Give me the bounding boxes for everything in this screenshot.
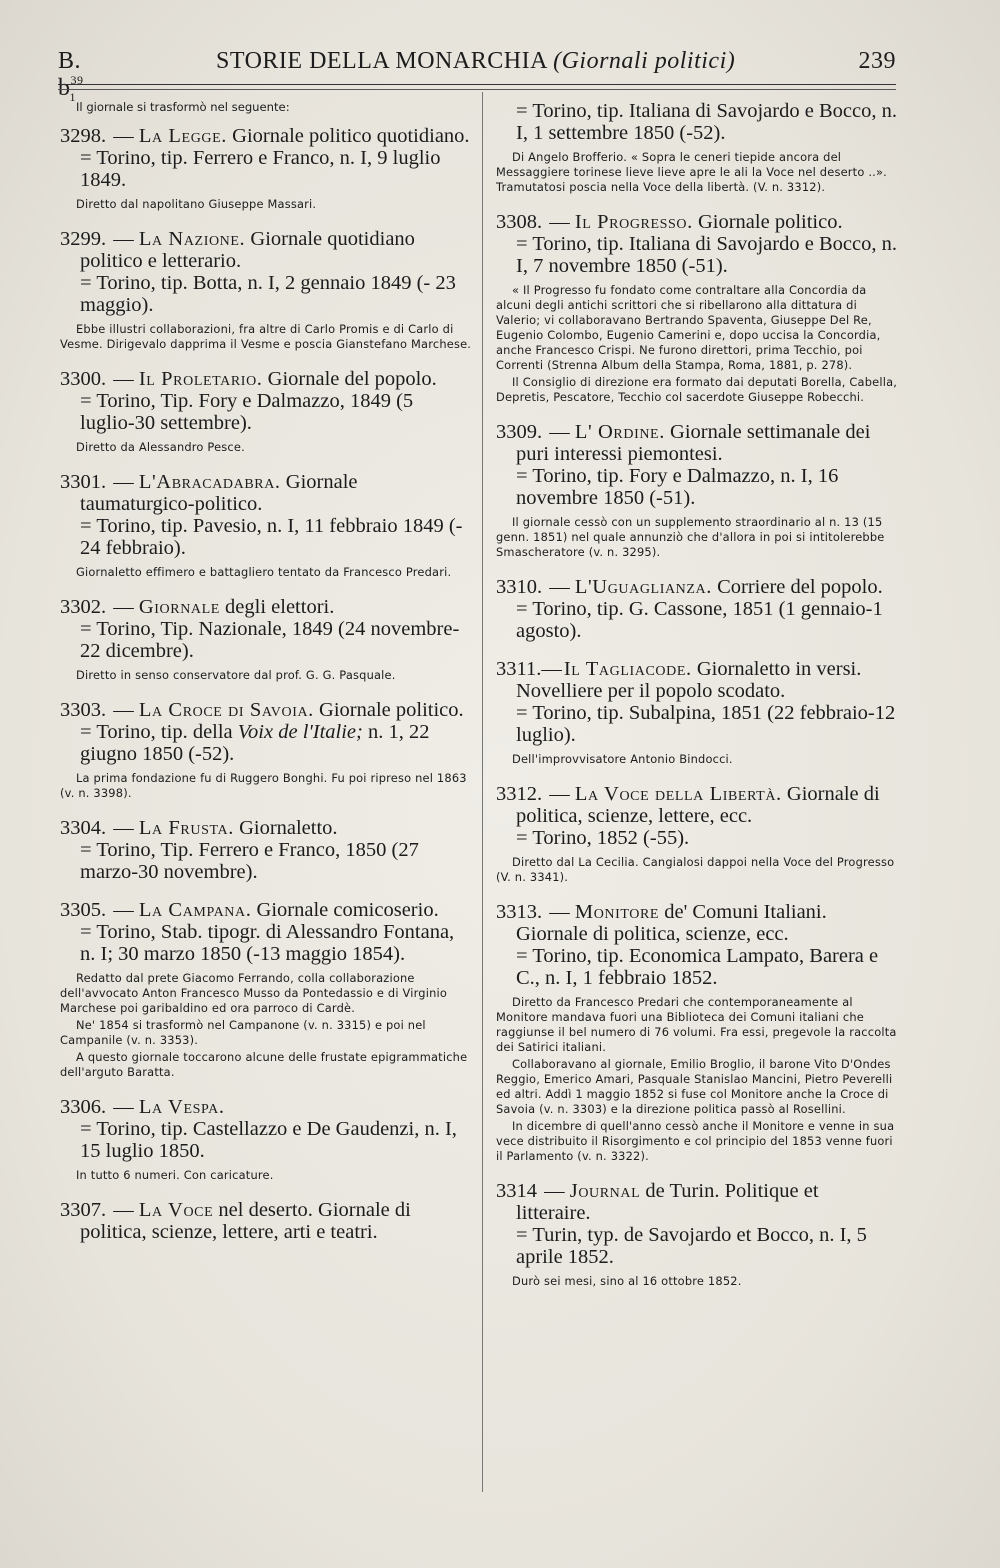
entry-title: 3298. — La Legge. Giornale politico quotidiano. = Torino, tip. Ferrero e Franco, n. I, 9 luglio 1849. [60,125,472,191]
entry-note: In dicembre di quell'anno cessò anche il Monitore e venne in sua vece distribuito il Risorgimento e col principio del 1853 venne fuori il Parlamento (v. n. 3322). [496,1119,895,1163]
entry-note: Ne' 1854 si trasformò nel Campanone (v. n. 3315) e poi nel Campanile (v. n. 3353). [60,1018,426,1047]
catalog-entry [60,596,472,683]
entry-name: La Voce della Libertà. [574,783,782,805]
catalog-entry [496,658,898,767]
entry-name: La Voce [138,1199,214,1221]
entry-note: Diretto dal La Cecilia. Cangialosi dappoi nella Voce del Progresso (V. n. 3341). [496,855,895,884]
right-column [496,100,898,1305]
entry-note: In tutto 6 numeri. Con caricature. [76,1168,274,1182]
catalog-entry [60,1199,472,1243]
entry-publication: = Torino, tip. Ferrero e Franco, n. I, 9 luglio 1849. [80,147,441,191]
entry-title: 3306. — La Vespa. = Torino, tip. Castellazzo e De Gaudenzi, n. I, 15 luglio 1850. [60,1096,472,1162]
entry-publication: = Torino, Stab. tipogr. di Alessandro Fontana, n. I; 30 marzo 1850 (-13 maggio 1854). [80,921,455,965]
catalog-entry [496,783,898,885]
entry-name: La Legge. [138,125,228,147]
entry-title: 3310. — L'Uguaglianza. Corriere del popolo. = Torino, tip. G. Cassone, 1851 (1 gennaio-1 agosto). [496,576,898,642]
entry-note: Durò sei mesi, sino al 16 ottobre 1852. [512,1274,742,1288]
entry-name: La Campana. [138,899,252,921]
entry-name: Il Tagliacode. [563,658,692,680]
entry-name: Monitore [574,901,660,923]
entry-note: Redatto dal prete Giacomo Ferrando, colla collaborazione dell'avvocato Anton Francesco Musso da Pontedassio e di Virginio Marchese poi garibaldino ed ora parroco di Cardè. [60,971,448,1015]
entry-note: La prima fondazione fu di Ruggero Bonghi. Fu poi ripreso nel 1863 (v. n. 3398). [60,771,467,800]
entry-name: La Vespa. [138,1096,225,1118]
intro-text: Il giornale si trasformò nel seguente: [76,100,290,114]
entry-note: Diretto dal napolitano Giuseppe Massari. [76,197,317,211]
entry-publication: = Torino, tip. della Voix de l'Italie; n. 1, 22 giugno 1850 (-52). [80,721,430,765]
entry-note: Diretto da Alessandro Pesce. [76,440,245,454]
catalog-entry [60,125,472,212]
entry-publication: = Torino, Tip. Fory e Dalmazzo, 1849 (5 luglio-30 settembre). [80,390,414,434]
entry-name: Il Proletario. [138,368,263,390]
entry-publication: = Torino, tip. Pavesio, n. I, 11 febbraio 1849 (- 24 febbraio). [80,515,463,559]
catalog-entry [496,576,898,642]
header-rule [58,84,896,85]
catalog-entry [496,901,898,1164]
entry-note: « Il Progresso fu fondato come contraltare alla Concordia da alcuni degli antichi scrittori che si ribellarono alla dittatura di Valerio; vi collaboravano Bertrando Spaventa, Giuseppe Del Re, Eugenio Colombo, Eugenio Camerini e, dopo uccisa la Concordia, anche Francesco Crispi. Ne furono direttori, prima Tecchio, poi Correnti (Strenna Album della Stampa, Roma, 1881, p. 278). [496,283,881,372]
entry-publication: = Torino, Tip. Ferrero e Franco, 1850 (27 marzo-30 novembre). [80,839,419,883]
entry-title: 3300. — Il Proletario. Giornale del popolo. = Torino, Tip. Fory e Dalmazzo, 1849 (5 luglio-30 settembre). [60,368,472,434]
entry-title: 3313. — Monitore de' Comuni Italiani. Giornale di politica, scienze, ecc. = Torino, tip. Economica Lampato, Barera e C., n. I, 1 febbraio 1852. [496,901,898,989]
shelfmark: B. $b^{39}_1$ [58,48,84,104]
entry-title: 3305. — La Campana. Giornale comicoserio. = Torino, Stab. tipogr. di Alessandro Fontana, n. I; 30 marzo 1850 (-13 maggio 1854). [60,899,472,965]
page-header [58,44,896,104]
entry-name: Giornale [138,596,220,618]
entry-note: Giornaletto effimero e battagliero tentato da Francesco Predari. [76,565,452,579]
entry-publication: = Torino, tip. Botta, n. I, 2 gennaio 1849 (- 23 maggio). [80,272,456,316]
catalog-entry-continuation [496,100,898,195]
entry-note: Collaboravano al giornale, Emilio Broglio, il barone Vito D'Ondes Reggio, Emerico Amari, Pasquale Stanislao Mancini, Pietro Peverelli ed altri. Addì 1 maggio 1852 si fuse col Monitore anche la Croce di Savoia (v. n. 3303) e la direzione politica passò al Rosellini. [496,1057,893,1116]
entry-title: 3302. — Giornale degli elettori. = Torino, Tip. Nazionale, 1849 (24 novembre-22 dicembre). [60,596,472,662]
left-column [60,100,472,1259]
catalog-entry [60,471,472,580]
entry-name: Il Progresso. [574,211,693,233]
entry-title: 3299. — La Nazione. Giornale quotidiano politico e letterario. = Torino, tip. Botta, n. I, 2 gennaio 1849 (- 23 maggio). [60,228,472,316]
entry-note: Il Consiglio di direzione era formato dai deputati Borella, Cabella, Depretis, Pescatore, Tecchio col sacerdote Giuseppe Robecchi. [496,375,898,404]
entry-note: Diretto da Francesco Predari che contemporaneamente al Monitore mandava fuori una Biblioteca dei Comuni italiani che raggiunse il bel numero di 76 volumi. Fra essi, pregevole la raccolta dei Satirici italiani. [496,995,897,1054]
entry-publication: = Torino, tip. Fory e Dalmazzo, n. I, 16 novembre 1850 (-51). [516,465,839,509]
entry-note: Di Angelo Brofferio. « Sopra le ceneri tiepide ancora del Messaggiere torinese lieve lieve apre le ali la Voce nel deserto ..». Tramutatosi poscia nella Voce della libertà. (V. n. 3312). [496,150,887,194]
entry-title: 3312. — La Voce della Libertà. Giornale di politica, scienze, lettere, ecc. = Torino, 1852 (-55). [496,783,898,849]
entry-publication: = Torino, tip. Economica Lampato, Barera e C., n. I, 1 febbraio 1852. [516,945,879,989]
entry-name: La Frusta. [138,817,234,839]
entry-note: Il giornale cessò con un supplemento straordinario al n. 13 (15 genn. 1851) nel quale annunziò che d'allora in poi si intitolerebbe Smascheratore (v. n. 3295). [496,515,885,559]
entry-title: 3311.—Il Tagliacode. Giornaletto in versi. Novelliere per il popolo scodato. = Torino, tip. Subalpina, 1851 (22 febbraio-12 luglio). [496,658,898,746]
entry-title: 3314 — Journal de Turin. Politique et litteraire. = Turin, typ. de Savojardo et Bocco, n. I, 5 aprile 1852. [496,1180,898,1268]
catalog-entry [60,699,472,801]
catalog-entry [60,368,472,455]
entry-note: A questo giornale toccarono alcune delle frustate epigrammatiche dell'arguto Baratta. [60,1050,468,1079]
entry-name: La Croce di Savoia. [138,699,314,721]
entry-publication: = Torino, tip. G. Cassone, 1851 (1 gennaio-1 agosto). [516,598,883,642]
entry-name: L' Ordine. [574,421,665,443]
entry-publication: = Turin, typ. de Savojardo et Bocco, n. I, 5 aprile 1852. [516,1224,867,1268]
entry-note: Diretto in senso conservatore dal prof. G. G. Pasquale. [76,668,396,682]
entry-publication: = Torino, tip. Italiana di Savojardo e Bocco, n. I, 7 novembre 1850 (-51). [516,233,897,277]
catalog-entry [60,228,472,352]
running-title: STORIE DELLA MONARCHIA (Giornali politici) [216,48,736,74]
entry-note: Ebbe illustri collaborazioni, fra altre di Carlo Promis e di Carlo di Vesme. Dirigevalo dapprima il Vesme e poscia Gianstefano Marchese. [60,322,472,351]
entry-publication: = Torino, tip. Italiana di Savojardo e Bocco, n. I, 1 settembre 1850 (-52). [516,100,897,144]
catalog-entry [60,899,472,1080]
catalog-entry [496,1180,898,1289]
catalog-entry [60,817,472,883]
entry-name: Journal [569,1180,641,1202]
catalog-entry [60,1096,472,1183]
entry-title: 3309. — L' Ordine. Giornale settimanale dei puri interessi piemontesi. = Torino, tip. Fory e Dalmazzo, n. I, 16 novembre 1850 (-51). [496,421,898,509]
entry-name: L'Abracadabra. [138,471,281,493]
page-number: 239 [858,48,896,74]
entry-publication: = Torino, 1852 (-55). [516,827,690,849]
entry-publication: = Torino, tip. Subalpina, 1851 (22 febbraio-12 luglio). [516,702,896,746]
entry-title: 3304. — La Frusta. Giornaletto. = Torino, Tip. Ferrero e Franco, 1850 (27 marzo-30 novembre). [60,817,472,883]
entry-name: L'Uguaglianza. [574,576,712,598]
entry-publication: = Torino, tip. Castellazzo e De Gaudenzi, n. I, 15 luglio 1850. [80,1118,457,1162]
header-rule-secondary [58,89,896,90]
entry-title: 3301. — L'Abracadabra. Giornale taumaturgico-politico. = Torino, tip. Pavesio, n. I, 11 febbraio 1849 (- 24 febbraio). [60,471,472,559]
entry-title: 3308. — Il Progresso. Giornale politico. = Torino, tip. Italiana di Savojardo e Bocco, n. I, 7 novembre 1850 (-51). [496,211,897,277]
entry-note: Dell'improvvisatore Antonio Bindocci. [512,752,733,766]
entry-title: 3307. — La Voce nel deserto. Giornale di politica, scienze, lettere, arti e teatri. [60,1199,411,1243]
entry-name: La Nazione. [138,228,246,250]
entry-publication: = Torino, Tip. Nazionale, 1849 (24 novembre-22 dicembre). [80,618,460,662]
column-divider [482,92,483,1492]
entry-title: 3303. — La Croce di Savoia. Giornale politico. = Torino, tip. della Voix de l'Italie; n. 1, 22 giugno 1850 (-52). [60,699,472,765]
catalog-entry [496,421,898,560]
catalog-entry [496,211,898,405]
